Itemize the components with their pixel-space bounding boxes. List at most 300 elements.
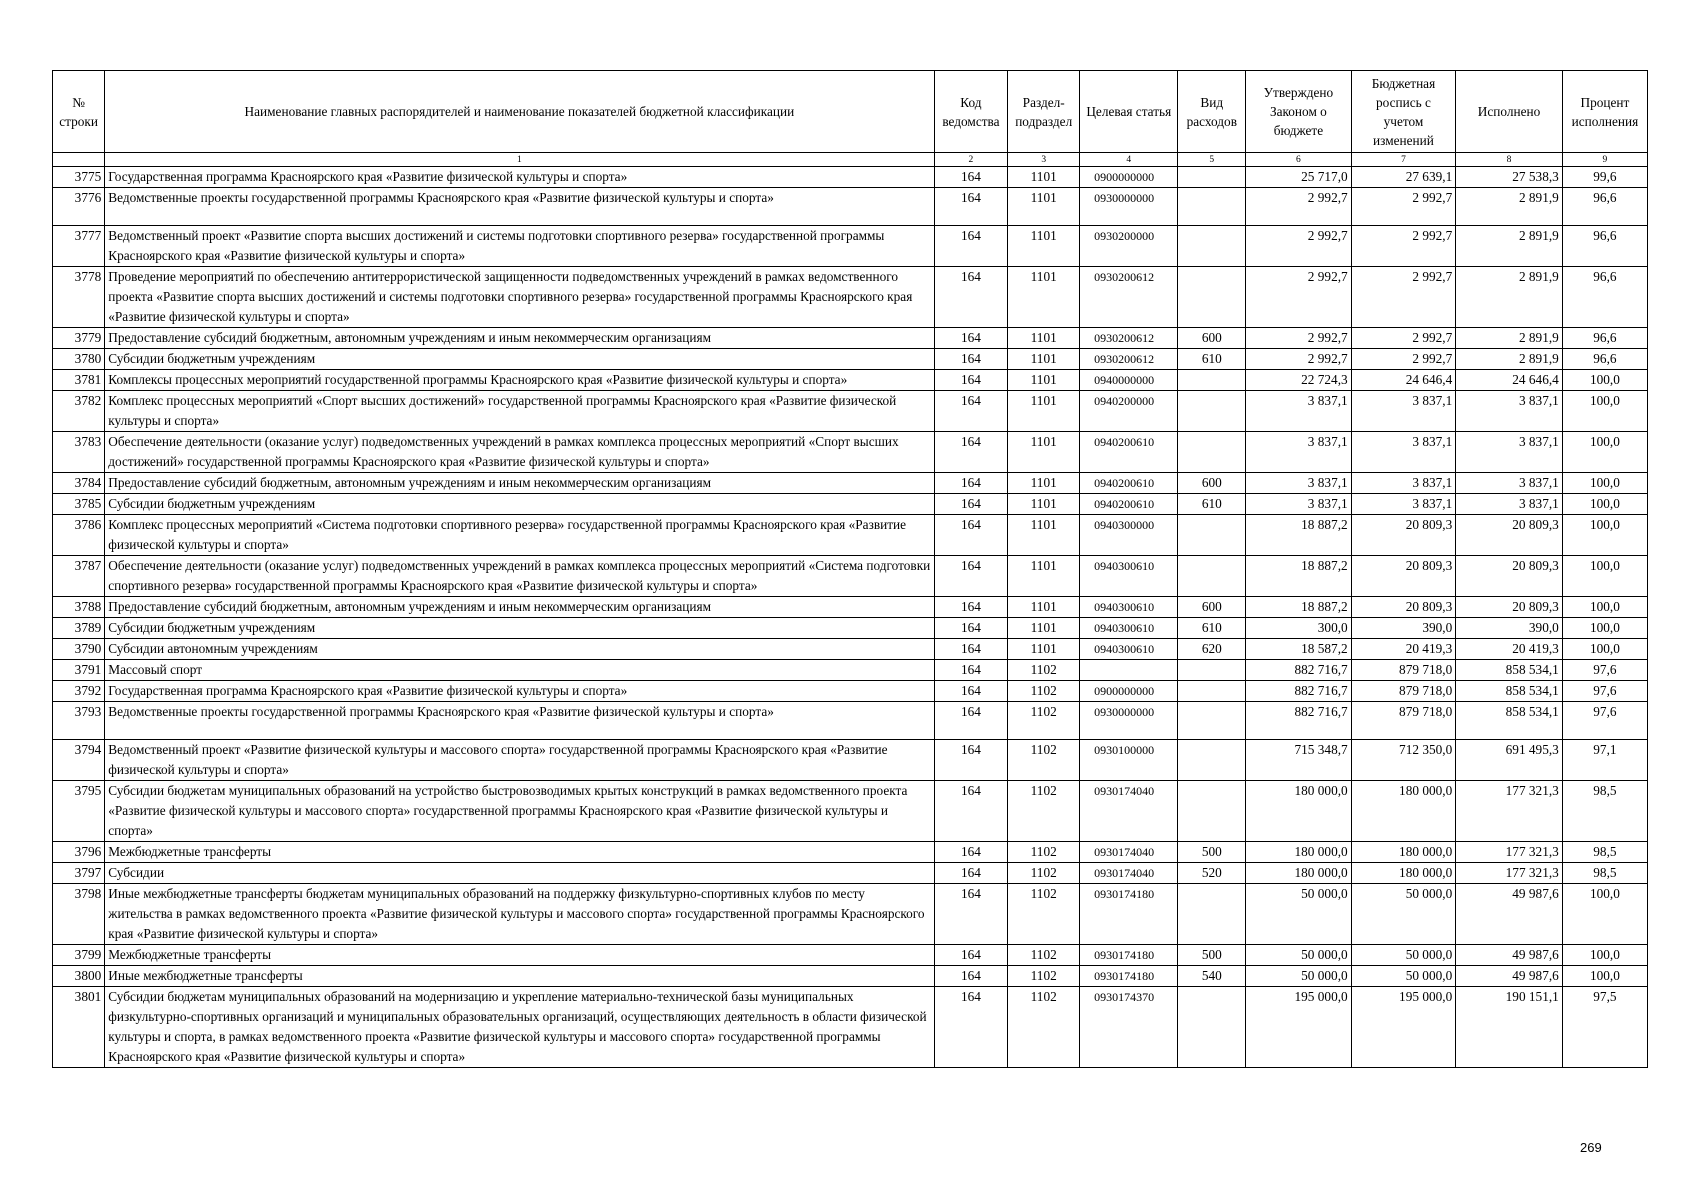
- percent-value: 97,6: [1562, 681, 1647, 702]
- target-article: 0940200610: [1080, 432, 1178, 473]
- target-article: 0940300610: [1080, 618, 1178, 639]
- percent-value: 100,0: [1562, 639, 1647, 660]
- row-number: 3785: [53, 494, 105, 515]
- ved-code: 164: [934, 660, 1008, 681]
- col-number: 6: [1246, 153, 1352, 167]
- approved-value: 882 716,7: [1246, 702, 1352, 740]
- row-name: Государственная программа Красноярского края «Развитие физической культуры и спорта»: [105, 167, 934, 188]
- ved-code: 164: [934, 987, 1008, 1068]
- executed-value: 177 321,3: [1456, 842, 1563, 863]
- razdel-code: 1102: [1008, 702, 1080, 740]
- executed-value: 177 321,3: [1456, 781, 1563, 842]
- row-number: 3801: [53, 987, 105, 1068]
- row-name: Комплекс процессных мероприятий «Система подготовки спортивного резерва» государственной программы Красноярского края «Развитие физической культуры и спорта»: [105, 515, 934, 556]
- budget-value: 3 837,1: [1351, 432, 1456, 473]
- approved-value: 2 992,7: [1246, 349, 1352, 370]
- percent-value: 98,5: [1562, 842, 1647, 863]
- percent-value: 100,0: [1562, 370, 1647, 391]
- row-name: Субсидии бюджетным учреждениям: [105, 349, 934, 370]
- budget-value: 20 419,3: [1351, 639, 1456, 660]
- row-name: Обеспечение деятельности (оказание услуг) подведомственных учреждений в рамках комплекса процессных мероприятий «Система подготовки спортивного резерва» государственной программы Красноярского края «Развитие физической культуры и спорта»: [105, 556, 934, 597]
- razdel-code: 1102: [1008, 660, 1080, 681]
- target-article: 0930174180: [1080, 966, 1178, 987]
- row-number: 3779: [53, 328, 105, 349]
- col-number: 9: [1562, 153, 1647, 167]
- expense-type: 610: [1178, 494, 1246, 515]
- budget-value: 20 809,3: [1351, 597, 1456, 618]
- expense-type: 500: [1178, 842, 1246, 863]
- row-name: Ведомственные проекты государственной программы Красноярского края «Развитие физической культуры и спорта»: [105, 702, 934, 740]
- target-article: [1080, 660, 1178, 681]
- ved-code: 164: [934, 188, 1008, 226]
- row-name: Предоставление субсидий бюджетным, автономным учреждениям и иным некоммерческим организациям: [105, 473, 934, 494]
- budget-value: 24 646,4: [1351, 370, 1456, 391]
- ved-code: 164: [934, 328, 1008, 349]
- percent-value: 100,0: [1562, 618, 1647, 639]
- target-article: 0930100000: [1080, 740, 1178, 781]
- approved-value: 50 000,0: [1246, 884, 1352, 945]
- expense-type: [1178, 702, 1246, 740]
- percent-value: 97,5: [1562, 987, 1647, 1068]
- row-number: 3794: [53, 740, 105, 781]
- target-article: 0940300610: [1080, 639, 1178, 660]
- column-number-row: [53, 153, 1648, 167]
- budget-value: 2 992,7: [1351, 328, 1456, 349]
- razdel-code: 1102: [1008, 863, 1080, 884]
- target-article: 0930000000: [1080, 188, 1178, 226]
- razdel-code: 1102: [1008, 740, 1080, 781]
- row-name: Предоставление субсидий бюджетным, автономным учреждениям и иным некоммерческим организациям: [105, 328, 934, 349]
- razdel-code: 1102: [1008, 842, 1080, 863]
- row-number: 3776: [53, 188, 105, 226]
- expense-type: [1178, 370, 1246, 391]
- table-row: [53, 267, 1648, 328]
- page-number: 269: [1580, 1140, 1602, 1155]
- budget-value: 390,0: [1351, 618, 1456, 639]
- row-number: 3777: [53, 226, 105, 267]
- ved-code: 164: [934, 597, 1008, 618]
- razdel-code: 1101: [1008, 328, 1080, 349]
- approved-value: 2 992,7: [1246, 188, 1352, 226]
- budget-value: 20 809,3: [1351, 556, 1456, 597]
- target-article: 0930174040: [1080, 863, 1178, 884]
- row-number: 3798: [53, 884, 105, 945]
- ved-code: 164: [934, 681, 1008, 702]
- expense-type: 540: [1178, 966, 1246, 987]
- expense-type: [1178, 188, 1246, 226]
- expense-type: [1178, 681, 1246, 702]
- approved-value: 50 000,0: [1246, 945, 1352, 966]
- budget-value: 50 000,0: [1351, 966, 1456, 987]
- executed-value: 3 837,1: [1456, 473, 1563, 494]
- budget-value: 2 992,7: [1351, 267, 1456, 328]
- row-name: Государственная программа Красноярского края «Развитие физической культуры и спорта»: [105, 681, 934, 702]
- approved-value: 180 000,0: [1246, 863, 1352, 884]
- col-header-razdel: Раздел-подраздел: [1008, 71, 1080, 153]
- expense-type: [1178, 987, 1246, 1068]
- budget-value: 180 000,0: [1351, 781, 1456, 842]
- percent-value: 99,6: [1562, 167, 1647, 188]
- col-header-percent: Процент исполнения: [1562, 71, 1647, 153]
- budget-value: 879 718,0: [1351, 660, 1456, 681]
- table-row: [53, 226, 1648, 267]
- expense-type: [1178, 432, 1246, 473]
- approved-value: 3 837,1: [1246, 494, 1352, 515]
- table-row: [53, 740, 1648, 781]
- target-article: 0930000000: [1080, 702, 1178, 740]
- percent-value: 97,1: [1562, 740, 1647, 781]
- col-number: 3: [1008, 153, 1080, 167]
- row-name: Иные межбюджетные трансферты: [105, 966, 934, 987]
- expense-type: [1178, 660, 1246, 681]
- ved-code: 164: [934, 884, 1008, 945]
- percent-value: 98,5: [1562, 781, 1647, 842]
- executed-value: 27 538,3: [1456, 167, 1563, 188]
- table-row: [53, 702, 1648, 740]
- expense-type: 600: [1178, 597, 1246, 618]
- row-name: Субсидии бюджетам муниципальных образований на модернизацию и укрепление материально-технической базы муниципальных физкультурно-спортивных организаций и муниципальных образовательных организаций, осуществляющих деятельность в области физической культуры и спорта, в рамках ведомственного проекта «Развитие физической культуры и массового спорта» государственной программы Красноярского края «Развитие физической культуры и спорта»: [105, 987, 934, 1068]
- percent-value: 96,6: [1562, 267, 1647, 328]
- row-number: 3775: [53, 167, 105, 188]
- percent-value: 96,6: [1562, 226, 1647, 267]
- target-article: 0900000000: [1080, 167, 1178, 188]
- row-number: 3796: [53, 842, 105, 863]
- table-row: [53, 884, 1648, 945]
- percent-value: 100,0: [1562, 515, 1647, 556]
- executed-value: 24 646,4: [1456, 370, 1563, 391]
- budget-value: 180 000,0: [1351, 863, 1456, 884]
- percent-value: 100,0: [1562, 884, 1647, 945]
- expense-type: [1178, 556, 1246, 597]
- expense-type: [1178, 226, 1246, 267]
- col-number: 1: [105, 153, 934, 167]
- target-article: 0940200610: [1080, 473, 1178, 494]
- percent-value: 96,6: [1562, 328, 1647, 349]
- approved-value: 2 992,7: [1246, 267, 1352, 328]
- table-row: [53, 391, 1648, 432]
- approved-value: 715 348,7: [1246, 740, 1352, 781]
- budget-value: 27 639,1: [1351, 167, 1456, 188]
- expense-type: [1178, 740, 1246, 781]
- row-name: Межбюджетные трансферты: [105, 842, 934, 863]
- executed-value: 2 891,9: [1456, 328, 1563, 349]
- percent-value: 100,0: [1562, 391, 1647, 432]
- row-number: 3789: [53, 618, 105, 639]
- row-name: Комплекс процессных мероприятий «Спорт высших достижений» государственной программы Красноярского края «Развитие физической культуры и спорта»: [105, 391, 934, 432]
- budget-value: 879 718,0: [1351, 681, 1456, 702]
- col-number: 2: [934, 153, 1008, 167]
- table-row: [53, 660, 1648, 681]
- executed-value: 20 809,3: [1456, 556, 1563, 597]
- row-name: Субсидии: [105, 863, 934, 884]
- target-article: 0930200612: [1080, 267, 1178, 328]
- razdel-code: 1102: [1008, 681, 1080, 702]
- razdel-code: 1101: [1008, 494, 1080, 515]
- table-row: [53, 863, 1648, 884]
- executed-value: 858 534,1: [1456, 681, 1563, 702]
- executed-value: 190 151,1: [1456, 987, 1563, 1068]
- ved-code: 164: [934, 515, 1008, 556]
- approved-value: 882 716,7: [1246, 660, 1352, 681]
- razdel-code: 1101: [1008, 226, 1080, 267]
- table-row: [53, 473, 1648, 494]
- budget-value: 20 809,3: [1351, 515, 1456, 556]
- col-header-cs: Целевая статья: [1080, 71, 1178, 153]
- row-number: 3780: [53, 349, 105, 370]
- ved-code: 164: [934, 267, 1008, 328]
- header-row: [53, 71, 1648, 153]
- expense-type: [1178, 884, 1246, 945]
- executed-value: 49 987,6: [1456, 945, 1563, 966]
- executed-value: 20 419,3: [1456, 639, 1563, 660]
- budget-value: 3 837,1: [1351, 391, 1456, 432]
- approved-value: 300,0: [1246, 618, 1352, 639]
- table-row: [53, 432, 1648, 473]
- target-article: 0930174180: [1080, 884, 1178, 945]
- expense-type: [1178, 781, 1246, 842]
- row-name: Ведомственные проекты государственной программы Красноярского края «Развитие физической культуры и спорта»: [105, 188, 934, 226]
- razdel-code: 1101: [1008, 391, 1080, 432]
- row-number: 3793: [53, 702, 105, 740]
- row-name: Комплексы процессных мероприятий государственной программы Красноярского края «Развитие физической культуры и спорта»: [105, 370, 934, 391]
- approved-value: 2 992,7: [1246, 328, 1352, 349]
- approved-value: 195 000,0: [1246, 987, 1352, 1068]
- row-number: 3787: [53, 556, 105, 597]
- approved-value: 22 724,3: [1246, 370, 1352, 391]
- target-article: 0940200000: [1080, 391, 1178, 432]
- ved-code: 164: [934, 842, 1008, 863]
- budget-table: [52, 70, 1648, 1068]
- percent-value: 97,6: [1562, 660, 1647, 681]
- table-row: [53, 639, 1648, 660]
- percent-value: 100,0: [1562, 432, 1647, 473]
- row-number: 3788: [53, 597, 105, 618]
- row-number: 3791: [53, 660, 105, 681]
- ved-code: 164: [934, 473, 1008, 494]
- razdel-code: 1101: [1008, 432, 1080, 473]
- row-number: 3799: [53, 945, 105, 966]
- expense-type: [1178, 167, 1246, 188]
- row-number: 3784: [53, 473, 105, 494]
- approved-value: 3 837,1: [1246, 432, 1352, 473]
- row-number: 3800: [53, 966, 105, 987]
- budget-value: 2 992,7: [1351, 226, 1456, 267]
- col-header-ved: Код ведомства: [934, 71, 1008, 153]
- approved-value: 3 837,1: [1246, 473, 1352, 494]
- razdel-code: 1101: [1008, 167, 1080, 188]
- table-row: [53, 494, 1648, 515]
- target-article: 0940300000: [1080, 515, 1178, 556]
- approved-value: 180 000,0: [1246, 842, 1352, 863]
- target-article: 0940000000: [1080, 370, 1178, 391]
- expense-type: [1178, 391, 1246, 432]
- razdel-code: 1102: [1008, 781, 1080, 842]
- row-name: Субсидии бюджетам муниципальных образований на устройство быстровозводимых крытых конструкций в рамках ведомственного проекта «Развитие физической культуры и массового спорта» государственной программы Красноярского края «Развитие физической культуры и спорта»: [105, 781, 934, 842]
- approved-value: 18 587,2: [1246, 639, 1352, 660]
- row-name: Субсидии бюджетным учреждениям: [105, 494, 934, 515]
- col-header-executed: Исполнено: [1456, 71, 1563, 153]
- budget-value: 712 350,0: [1351, 740, 1456, 781]
- executed-value: 2 891,9: [1456, 267, 1563, 328]
- ved-code: 164: [934, 349, 1008, 370]
- target-article: 0940300610: [1080, 556, 1178, 597]
- expense-type: 600: [1178, 328, 1246, 349]
- target-article: 0930200000: [1080, 226, 1178, 267]
- percent-value: 96,6: [1562, 349, 1647, 370]
- ved-code: 164: [934, 556, 1008, 597]
- razdel-code: 1101: [1008, 515, 1080, 556]
- table-row: [53, 966, 1648, 987]
- razdel-code: 1101: [1008, 370, 1080, 391]
- row-number: 3786: [53, 515, 105, 556]
- table-row: [53, 349, 1648, 370]
- executed-value: 858 534,1: [1456, 660, 1563, 681]
- ved-code: 164: [934, 966, 1008, 987]
- budget-value: 180 000,0: [1351, 842, 1456, 863]
- budget-value: 3 837,1: [1351, 494, 1456, 515]
- percent-value: 100,0: [1562, 556, 1647, 597]
- row-name: Межбюджетные трансферты: [105, 945, 934, 966]
- percent-value: 100,0: [1562, 597, 1647, 618]
- approved-value: 50 000,0: [1246, 966, 1352, 987]
- razdel-code: 1101: [1008, 618, 1080, 639]
- row-name: Массовый спорт: [105, 660, 934, 681]
- row-number: 3783: [53, 432, 105, 473]
- row-number: 3782: [53, 391, 105, 432]
- budget-value: 195 000,0: [1351, 987, 1456, 1068]
- target-article: 0940200610: [1080, 494, 1178, 515]
- table-row: [53, 370, 1648, 391]
- executed-value: 2 891,9: [1456, 226, 1563, 267]
- ved-code: 164: [934, 494, 1008, 515]
- budget-value: 50 000,0: [1351, 884, 1456, 945]
- executed-value: 20 809,3: [1456, 515, 1563, 556]
- percent-value: 100,0: [1562, 945, 1647, 966]
- ved-code: 164: [934, 432, 1008, 473]
- col-header-approved: Утверждено Законом о бюджете: [1246, 71, 1352, 153]
- executed-value: 177 321,3: [1456, 863, 1563, 884]
- target-article: 0930174180: [1080, 945, 1178, 966]
- row-name: Субсидии бюджетным учреждениям: [105, 618, 934, 639]
- target-article: 0930174370: [1080, 987, 1178, 1068]
- row-number: 3797: [53, 863, 105, 884]
- ved-code: 164: [934, 639, 1008, 660]
- executed-value: 2 891,9: [1456, 349, 1563, 370]
- executed-value: 3 837,1: [1456, 494, 1563, 515]
- executed-value: 2 891,9: [1456, 188, 1563, 226]
- table-row: [53, 781, 1648, 842]
- executed-value: 858 534,1: [1456, 702, 1563, 740]
- target-article: 0940300610: [1080, 597, 1178, 618]
- executed-value: 20 809,3: [1456, 597, 1563, 618]
- target-article: 0900000000: [1080, 681, 1178, 702]
- approved-value: 18 887,2: [1246, 556, 1352, 597]
- row-name: Иные межбюджетные трансферты бюджетам муниципальных образований на поддержку физкультурно-спортивных клубов по месту жительства в рамках ведомственного проекта «Развитие физической культуры и массового спорта» государственной программы Красноярского края «Развитие физической культуры и спорта»: [105, 884, 934, 945]
- approved-value: 882 716,7: [1246, 681, 1352, 702]
- ved-code: 164: [934, 618, 1008, 639]
- expense-type: 620: [1178, 639, 1246, 660]
- approved-value: 2 992,7: [1246, 226, 1352, 267]
- table-row: [53, 842, 1648, 863]
- ved-code: 164: [934, 226, 1008, 267]
- target-article: 0930174040: [1080, 781, 1178, 842]
- expense-type: 610: [1178, 618, 1246, 639]
- razdel-code: 1101: [1008, 597, 1080, 618]
- col-header-num: № строки: [53, 71, 105, 153]
- table-body: [53, 167, 1648, 1068]
- row-name: Ведомственный проект «Развитие спорта высших достижений и системы подготовки спортивного резерва» государственной программы Красноярского края «Развитие физической культуры и спорта»: [105, 226, 934, 267]
- executed-value: 49 987,6: [1456, 884, 1563, 945]
- row-number: 3781: [53, 370, 105, 391]
- expense-type: 500: [1178, 945, 1246, 966]
- row-number: 3795: [53, 781, 105, 842]
- razdel-code: 1101: [1008, 267, 1080, 328]
- table-row: [53, 597, 1648, 618]
- col-number: 5: [1178, 153, 1246, 167]
- razdel-code: 1101: [1008, 188, 1080, 226]
- col-header-name: Наименование главных распорядителей и наименование показателей бюджетной классификации: [105, 71, 934, 153]
- col-number: 7: [1351, 153, 1456, 167]
- col-number: 8: [1456, 153, 1563, 167]
- executed-value: 390,0: [1456, 618, 1563, 639]
- percent-value: 100,0: [1562, 494, 1647, 515]
- executed-value: 49 987,6: [1456, 966, 1563, 987]
- row-name: Ведомственный проект «Развитие физической культуры и массового спорта» государственной программы Красноярского края «Развитие физической культуры и спорта»: [105, 740, 934, 781]
- approved-value: 3 837,1: [1246, 391, 1352, 432]
- row-number: 3792: [53, 681, 105, 702]
- row-name: Субсидии автономным учреждениям: [105, 639, 934, 660]
- percent-value: 97,6: [1562, 702, 1647, 740]
- row-name: Предоставление субсидий бюджетным, автономным учреждениям и иным некоммерческим организациям: [105, 597, 934, 618]
- razdel-code: 1102: [1008, 884, 1080, 945]
- executed-value: 3 837,1: [1456, 391, 1563, 432]
- target-article: 0930200612: [1080, 328, 1178, 349]
- target-article: 0930174040: [1080, 842, 1178, 863]
- table-row: [53, 681, 1648, 702]
- expense-type: 610: [1178, 349, 1246, 370]
- approved-value: 18 887,2: [1246, 597, 1352, 618]
- ved-code: 164: [934, 863, 1008, 884]
- expense-type: 600: [1178, 473, 1246, 494]
- row-number: 3790: [53, 639, 105, 660]
- budget-value: 2 992,7: [1351, 349, 1456, 370]
- executed-value: 691 495,3: [1456, 740, 1563, 781]
- approved-value: 18 887,2: [1246, 515, 1352, 556]
- razdel-code: 1101: [1008, 639, 1080, 660]
- target-article: 0930200612: [1080, 349, 1178, 370]
- table-row: [53, 987, 1648, 1068]
- row-name: Проведение мероприятий по обеспечению антитеррористической защищенности подведомственных учреждений в рамках ведомственного проекта «Развитие спорта высших достижений и системы подготовки спортивного резерва» государственной программы Красноярского края «Развитие физической культуры и спорта»: [105, 267, 934, 328]
- table-row: [53, 618, 1648, 639]
- table-row: [53, 945, 1648, 966]
- razdel-code: 1101: [1008, 349, 1080, 370]
- budget-value: 2 992,7: [1351, 188, 1456, 226]
- budget-value: 50 000,0: [1351, 945, 1456, 966]
- percent-value: 98,5: [1562, 863, 1647, 884]
- expense-type: 520: [1178, 863, 1246, 884]
- ved-code: 164: [934, 167, 1008, 188]
- approved-value: 25 717,0: [1246, 167, 1352, 188]
- expense-type: [1178, 515, 1246, 556]
- ved-code: 164: [934, 781, 1008, 842]
- budget-value: 879 718,0: [1351, 702, 1456, 740]
- col-header-vr: Вид расходов: [1178, 71, 1246, 153]
- executed-value: 3 837,1: [1456, 432, 1563, 473]
- razdel-code: 1102: [1008, 987, 1080, 1068]
- table-row: [53, 188, 1648, 226]
- table-row: [53, 328, 1648, 349]
- razdel-code: 1101: [1008, 473, 1080, 494]
